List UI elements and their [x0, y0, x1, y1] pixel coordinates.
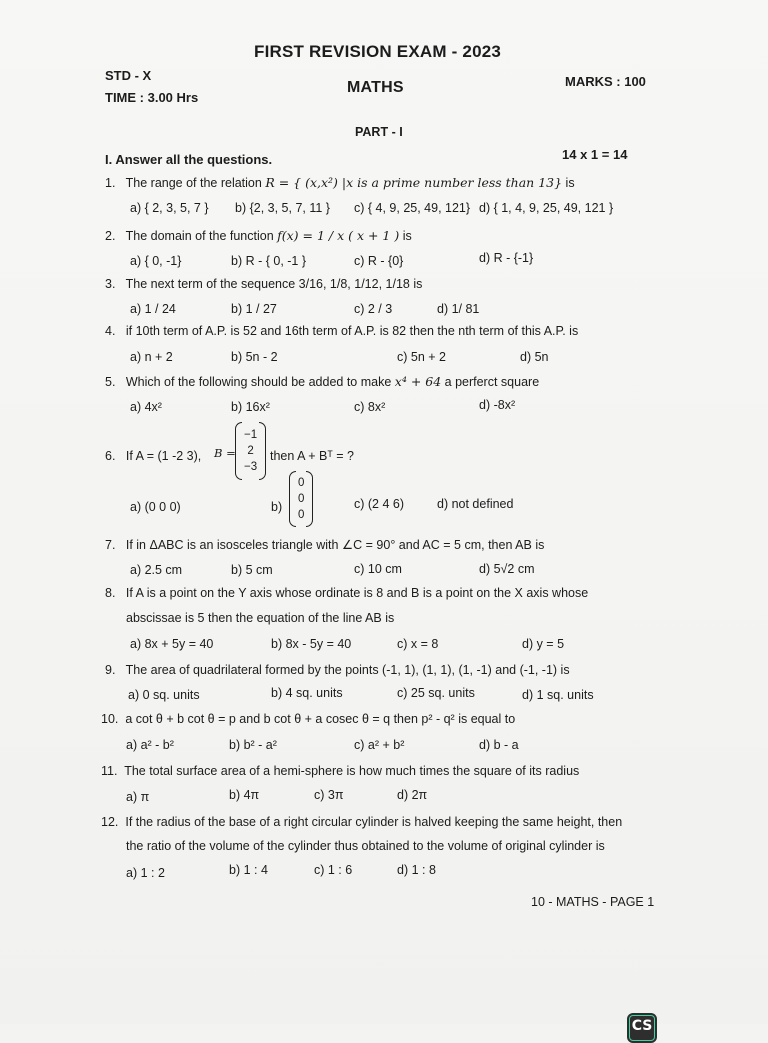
question-12: [101, 815, 622, 829]
question-number: 11.: [101, 764, 118, 778]
option-a: a) 2.5 cm: [130, 563, 183, 577]
question-text: If the radius of the base of a right circular cylinder is halved keeping the same height, then: [125, 815, 623, 829]
part-heading: PART - I: [355, 125, 403, 139]
question-10: [101, 712, 515, 726]
option-b-matrix: [289, 472, 313, 526]
question-4: [105, 324, 578, 338]
matrix-b: [235, 423, 266, 479]
option-d: d) not defined: [437, 497, 514, 511]
question-number: 4.: [105, 324, 116, 338]
question-number: 12.: [101, 815, 119, 829]
question-text: a cot θ + b cot θ = p and b cot θ + a cosec θ = q then p² - q² is equal to: [125, 712, 516, 726]
matrix-b-label: B =: [214, 446, 236, 460]
question-text-end: then A + Bᵀ = ?: [270, 449, 354, 463]
question-text: The range of the relation: [125, 176, 266, 190]
question-8: [105, 586, 588, 600]
question-number: 8.: [105, 586, 116, 600]
option-a: a) (0 0 0): [130, 500, 181, 514]
matrix-entry: −1: [244, 429, 258, 441]
option-a: a) π: [126, 790, 150, 804]
question-7: [105, 537, 544, 552]
marks-label: MARKS : 100: [565, 74, 646, 89]
camscanner-logo: [627, 1013, 657, 1043]
option-c: c) 25 sq. units: [397, 686, 475, 700]
option-d: d) 2π: [397, 788, 428, 802]
option-b: b) b² - a²: [229, 738, 277, 752]
question-number: 9.: [105, 663, 116, 677]
question-text-end: is: [562, 176, 575, 190]
question-text: If A is a point on the Y axis whose ordinate is 8 and B is a point on the X axis whose: [125, 586, 589, 600]
question-math: f(x) = 1 / x ( x + 1 ): [277, 228, 400, 243]
option-b: b) 5 cm: [231, 563, 273, 577]
question-9: [105, 663, 570, 677]
question-text-line2: the ratio of the volume of the cylinder thus obtained to the volume of original cylinder is: [126, 839, 605, 853]
option-b: b): [271, 500, 283, 514]
option-a: a) 4x²: [130, 400, 162, 414]
question-text-end: is: [399, 229, 412, 243]
option-b: b) 1 : 4: [229, 863, 268, 877]
matrix-column: [242, 427, 259, 475]
question-text-line2: abscissae is 5 then the equation of the line AB is: [126, 611, 395, 625]
subject-title: MATHS: [347, 79, 404, 96]
section-instruction: I. Answer all the questions.: [105, 152, 273, 167]
option-c: c) x = 8: [397, 637, 439, 651]
question-math: x⁴ + 64: [394, 374, 442, 389]
option-b: b) 5n - 2: [231, 350, 278, 364]
question-text: If A = (1 -2 3),: [125, 449, 202, 463]
option-b: b) 1 / 27: [231, 302, 277, 316]
question-2: [105, 228, 412, 243]
option-b: b) 16x²: [231, 400, 270, 414]
option-a: a) 1 : 2: [126, 866, 165, 880]
option-c: c) 8x²: [354, 400, 386, 414]
option-c: c) 1 : 6: [314, 863, 353, 877]
exam-title: FIRST REVISION EXAM - 2023: [254, 42, 502, 61]
question-number: 1.: [105, 176, 116, 190]
matrix-entry: 2: [247, 445, 254, 457]
question-number: 6.: [105, 449, 116, 463]
question-text: The area of quadrilateral formed by the points (-1, 1), (1, 1), (1, -1) and (-1, -1) is: [125, 663, 570, 677]
option-a: a) 0 sq. units: [128, 688, 200, 702]
question-number: 10.: [101, 712, 119, 726]
question-text: if 10th term of A.P. is 52 and 16th term of A.P. is 82 then the nth term of this A.P. is: [125, 324, 579, 338]
option-d: d) 1 : 8: [397, 863, 436, 877]
question-number: 2.: [105, 229, 116, 243]
option-d: d) b - a: [479, 738, 519, 752]
option-c: c) 10 cm: [354, 562, 402, 576]
matrix-entry: 0: [298, 493, 305, 505]
option-d: d) 1 sq. units: [522, 688, 594, 702]
option-a: a) n + 2: [130, 350, 173, 364]
option-c: c) 2 / 3: [354, 302, 393, 316]
option-c: c) R - {0}: [354, 254, 404, 268]
option-b: b) 4π: [229, 788, 260, 802]
page-footer: 10 - MATHS - PAGE 1: [531, 895, 655, 909]
matrix-entry: 0: [298, 477, 305, 489]
option-a: a) 1 / 24: [130, 302, 176, 316]
question-text: Which of the following should be added to make: [125, 375, 395, 389]
std-label: STD - X: [105, 68, 152, 83]
question-number: 7.: [105, 538, 116, 552]
question-text: If in ΔABC is an isosceles triangle with ∠C = 90° and AC = 5 cm, then AB is: [125, 538, 545, 552]
question-text: The next term of the sequence 3/16, 1/8, 1/12, 1/18 is: [125, 277, 423, 291]
matrix-column: [296, 475, 306, 523]
option-c: c) (2 4 6): [354, 497, 405, 511]
question-11: [101, 764, 579, 778]
question-number: 5.: [105, 375, 116, 389]
option-c: c) a² + b²: [354, 738, 405, 752]
option-a: a) { 0, -1}: [130, 254, 182, 268]
question-text: The total surface area of a hemi-sphere is how much times the square of its radius: [124, 764, 580, 778]
matrix-bracket-right: [259, 422, 266, 480]
option-a: a) a² - b²: [126, 738, 174, 752]
option-d: d) -8x²: [479, 398, 516, 412]
logo-text: CS: [631, 1018, 653, 1034]
option-a: a) { 2, 3, 5, 7 }: [130, 201, 209, 215]
option-b: b) {2, 3, 5, 7, 11 }: [235, 201, 330, 215]
option-d: d) 1/ 81: [437, 302, 480, 316]
matrix-entry: −3: [244, 461, 258, 473]
option-c: c) { 4, 9, 25, 49, 121}: [354, 201, 471, 215]
option-d: d) 5n: [520, 350, 549, 364]
matrix-entry: 0: [298, 509, 305, 521]
question-text: The domain of the function: [125, 229, 278, 243]
option-b: b) 4 sq. units: [271, 686, 343, 700]
question-text-end: a perferct square: [441, 375, 540, 389]
question-6: [105, 449, 201, 463]
option-b: b) R - { 0, -1 }: [231, 254, 307, 268]
matrix-bracket-left: [235, 422, 242, 480]
option-b: b) 8x - 5y = 40: [271, 637, 352, 651]
option-d: d) 5√2 cm: [479, 562, 535, 576]
question-number: 3.: [105, 277, 116, 291]
option-a: a) 8x + 5y = 40: [130, 637, 214, 651]
question-3: [105, 277, 422, 291]
option-d: d) y = 5: [522, 637, 565, 651]
question-math: R = { (x,x²) |x is a prime number less than 13}: [265, 175, 563, 190]
option-c: c) 3π: [314, 788, 344, 802]
option-c: c) 5n + 2: [397, 350, 446, 364]
matrix-bracket-right: [306, 471, 313, 527]
question-1: [105, 175, 575, 190]
question-5: [105, 374, 539, 389]
time-label: TIME : 3.00 Hrs: [105, 90, 199, 105]
option-d: d) { 1, 4, 9, 25, 49, 121 }: [479, 201, 614, 215]
section-marks: 14 x 1 = 14: [562, 147, 628, 162]
option-d: d) R - {-1}: [479, 251, 534, 265]
matrix-bracket-left: [289, 471, 296, 527]
